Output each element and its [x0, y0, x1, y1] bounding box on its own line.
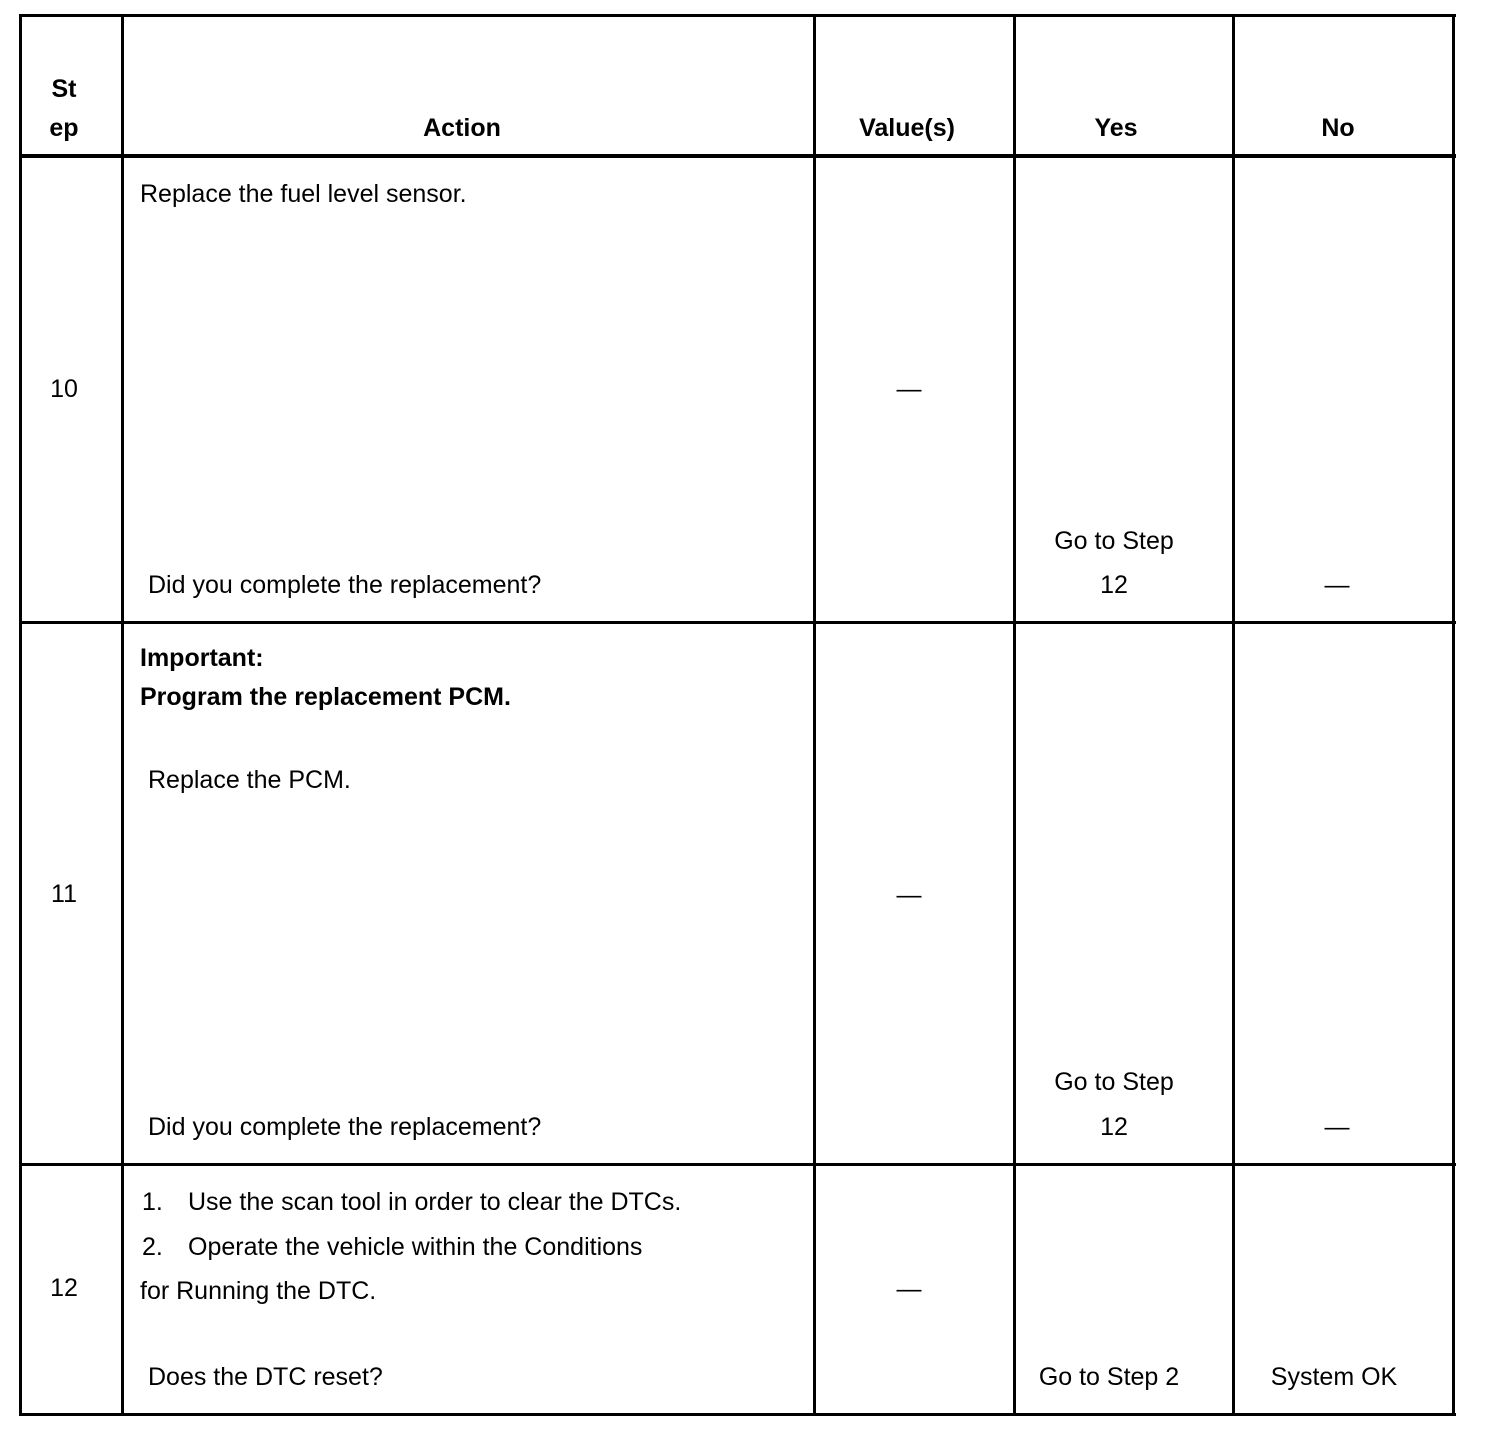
- header-step-line2: ep: [49, 114, 79, 142]
- table-border-bottom: [19, 1413, 1456, 1416]
- step-number: 11: [51, 880, 77, 908]
- action-question: Did you complete the replacement?: [148, 1113, 542, 1141]
- action-question: Does the DTC reset?: [148, 1363, 383, 1391]
- no-cell: —: [1324, 1113, 1350, 1141]
- step-number: 10: [50, 375, 78, 403]
- header-action: Action: [423, 114, 501, 142]
- action-text: Replace the fuel level sensor.: [140, 180, 467, 208]
- table-border-left: [19, 14, 22, 1416]
- yes-cell: Go to Step 2: [1038, 1363, 1180, 1391]
- step-number: 12: [50, 1274, 78, 1302]
- header-divider: [19, 154, 1456, 158]
- table-border-top: [19, 14, 1456, 17]
- yes-cell-line2: 12: [1100, 1113, 1128, 1141]
- action-question: Did you complete the replacement?: [148, 571, 542, 599]
- row-divider: [19, 621, 1456, 624]
- header-step-line1: St: [51, 75, 77, 103]
- list-item-continuation: for Running the DTC.: [140, 1277, 377, 1305]
- column-divider: [813, 14, 816, 1416]
- row-divider: [19, 1163, 1456, 1166]
- yes-cell-line1: Go to Step: [1054, 527, 1174, 555]
- yes-cell-line1: Go to Step: [1054, 1068, 1174, 1096]
- action-text: Replace the PCM.: [148, 766, 351, 794]
- column-divider: [1013, 14, 1016, 1416]
- list-item-number: 2.: [142, 1233, 163, 1261]
- table-border-right: [1452, 14, 1455, 1416]
- header-yes: Yes: [1094, 114, 1138, 142]
- list-item-text: Operate the vehicle within the Conditions: [188, 1233, 643, 1261]
- header-no: No: [1321, 114, 1355, 142]
- value-cell: —: [896, 881, 922, 909]
- header-values: Value(s): [859, 114, 955, 142]
- yes-cell-line2: 12: [1100, 571, 1128, 599]
- column-divider: [1232, 14, 1235, 1416]
- important-text: Program the replacement PCM.: [140, 683, 511, 711]
- important-label: Important:: [140, 644, 264, 672]
- no-cell: System OK: [1270, 1363, 1398, 1391]
- list-item-number: 1.: [142, 1188, 163, 1216]
- list-item-text: Use the scan tool in order to clear the DTCs.: [188, 1188, 682, 1216]
- no-cell: —: [1324, 571, 1350, 599]
- value-cell: —: [896, 375, 922, 403]
- value-cell: —: [896, 1275, 922, 1303]
- column-divider: [121, 14, 124, 1416]
